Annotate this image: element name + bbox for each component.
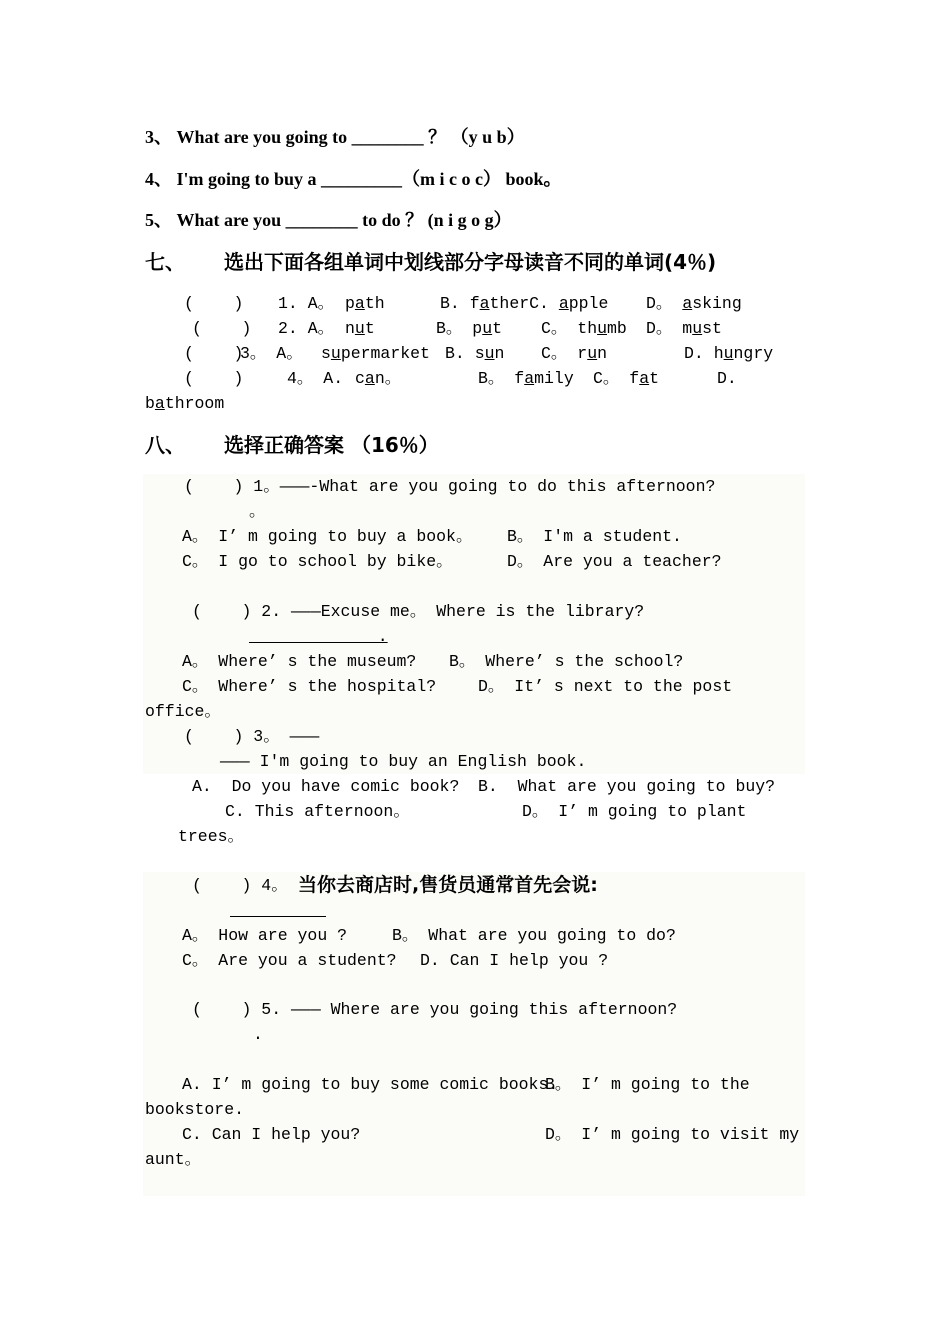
s8-q1-blank: 。 bbox=[249, 502, 266, 521]
s7-q1-option-a: path bbox=[345, 294, 385, 313]
s8-q5-option-a: A. I’ m going to buy some comic books. bbox=[182, 1075, 559, 1094]
s8-q5-option-c: C. Can I help you? bbox=[182, 1125, 361, 1144]
s8-q5-option-d: D。 I’ m going to visit my bbox=[545, 1125, 800, 1144]
section8-number: 八、 bbox=[145, 433, 185, 457]
s7-q2-option-a: nut bbox=[345, 319, 375, 338]
s7-q1-paren: ( ) bbox=[184, 294, 244, 313]
s7-q1-option-d: D。 asking bbox=[646, 294, 742, 313]
s8-q1-option-c: C。 I go to school by bike。 bbox=[182, 552, 453, 571]
s7-q3-option-d: D. hungry bbox=[684, 344, 774, 363]
s8-q5-blank: . bbox=[253, 1025, 263, 1044]
s7-q4-num: 4。 A. bbox=[287, 369, 354, 388]
s7-q3-option-c: C。 run bbox=[541, 344, 608, 363]
section7-title: 选出下面各组单词中划线部分字母读音不同的单词(4％) bbox=[224, 250, 717, 274]
s7-q4-paren: ( ) bbox=[184, 369, 244, 388]
s8-q2-stem: ( ) 2. ———Excuse me。 Where is the library? bbox=[192, 602, 645, 621]
s7-q4-option-b: B。 family bbox=[478, 369, 574, 388]
s8-q4-option-a: A。 How are you ? bbox=[182, 926, 348, 945]
s8-q4-stem: 当你去商店时,售货员通常首先会说: bbox=[298, 874, 598, 896]
s8-q3-option-c: C. This afternoon。 bbox=[225, 802, 410, 821]
s7-q2-num: 2. A。 bbox=[278, 319, 335, 338]
s8-q1-option-b: B。 I'm a student. bbox=[507, 527, 682, 546]
s8-q4-option-b: B。 What are you going to do? bbox=[392, 926, 676, 945]
s8-q4-paren: ( ) 4。 bbox=[192, 876, 288, 895]
s8-q3-stem: ( ) 3。 ——— bbox=[184, 727, 320, 746]
s7-q2-option-d: D。 must bbox=[646, 319, 722, 338]
s7-q1-option-b: B. fatherC. apple bbox=[440, 294, 609, 313]
section8-title: 选择正确答案 （16％） bbox=[224, 433, 439, 457]
s8-q2-option-c: C。 Where’ s the hospital? bbox=[182, 677, 437, 696]
s8-q3-option-a: A. Do you have comic book? bbox=[192, 777, 460, 796]
s8-q5-stem: ( ) 5. ——— Where are you going this afternoon? bbox=[192, 1000, 678, 1019]
s8-q3-answer-line: ——— I'm going to buy an English book. bbox=[220, 752, 587, 771]
s8-q1-option-d: D。 Are you a teacher? bbox=[507, 552, 722, 571]
s8-q2-option-b: B。 Where’ s the school? bbox=[449, 652, 684, 671]
s8-q3-option-d: D。 I’ m going to plant bbox=[522, 802, 747, 821]
s8-q2-blank: . bbox=[249, 627, 388, 646]
s8-q3-option-b: B. What are you going to buy? bbox=[478, 777, 776, 796]
s8-q5-option-b-wrap: bookstore. bbox=[145, 1100, 245, 1119]
s8-q2-option-d: D。 It’ s next to the post bbox=[478, 677, 733, 696]
s7-q3-paren: ( ) bbox=[184, 344, 244, 363]
s7-q4-option-c: C。 fat bbox=[593, 369, 660, 388]
s7-q2-option-b: B。 put bbox=[436, 319, 503, 338]
s7-q3-option-b: B. sun bbox=[445, 344, 505, 363]
fill-blank-3: 3、 What are you going to ________ ？ （y u b） bbox=[145, 127, 525, 147]
s8-q2-option-a: A。 Where’ s the museum? bbox=[182, 652, 417, 671]
s8-q1-stem: ( ) 1。———-What are you going to do this afternoon? bbox=[184, 477, 716, 496]
s7-q4-option-d: D. bbox=[717, 369, 737, 388]
s8-q1-option-a: A。 I’ m going to buy a book。 bbox=[182, 527, 473, 546]
s7-q2-paren: ( ) bbox=[192, 319, 252, 338]
s7-q2-option-c: C。 thumb bbox=[541, 319, 627, 338]
s8-q4-option-c: C。 Are you a student? bbox=[182, 951, 397, 970]
s8-q4-blank-line bbox=[230, 916, 326, 917]
s8-q5-option-d-wrap: aunt。 bbox=[145, 1150, 202, 1169]
s8-q5-option-b: B。 I’ m going to the bbox=[545, 1075, 750, 1094]
fill-blank-5: 5、 What are you ________ to do ？ (n i g o g） bbox=[145, 210, 512, 230]
section7-number: 七、 bbox=[145, 250, 185, 274]
fill-blank-4: 4、 I'm going to buy a _________（m i c o c） book。 bbox=[145, 169, 562, 189]
s7-q4-option-a: can。 bbox=[355, 369, 402, 388]
s7-q3-num: 3。 A。 bbox=[240, 344, 303, 363]
s8-q2-option-d-wrap: office。 bbox=[145, 702, 221, 721]
s7-q1-num: 1. A。 bbox=[278, 294, 335, 313]
s8-q3-option-d-wrap: trees。 bbox=[178, 827, 245, 846]
s8-q4-option-d: D. Can I help you ? bbox=[420, 951, 609, 970]
s7-q4-option-d-wrap: bathroom bbox=[145, 394, 225, 413]
s7-q3-option-a: supermarket bbox=[321, 344, 430, 363]
